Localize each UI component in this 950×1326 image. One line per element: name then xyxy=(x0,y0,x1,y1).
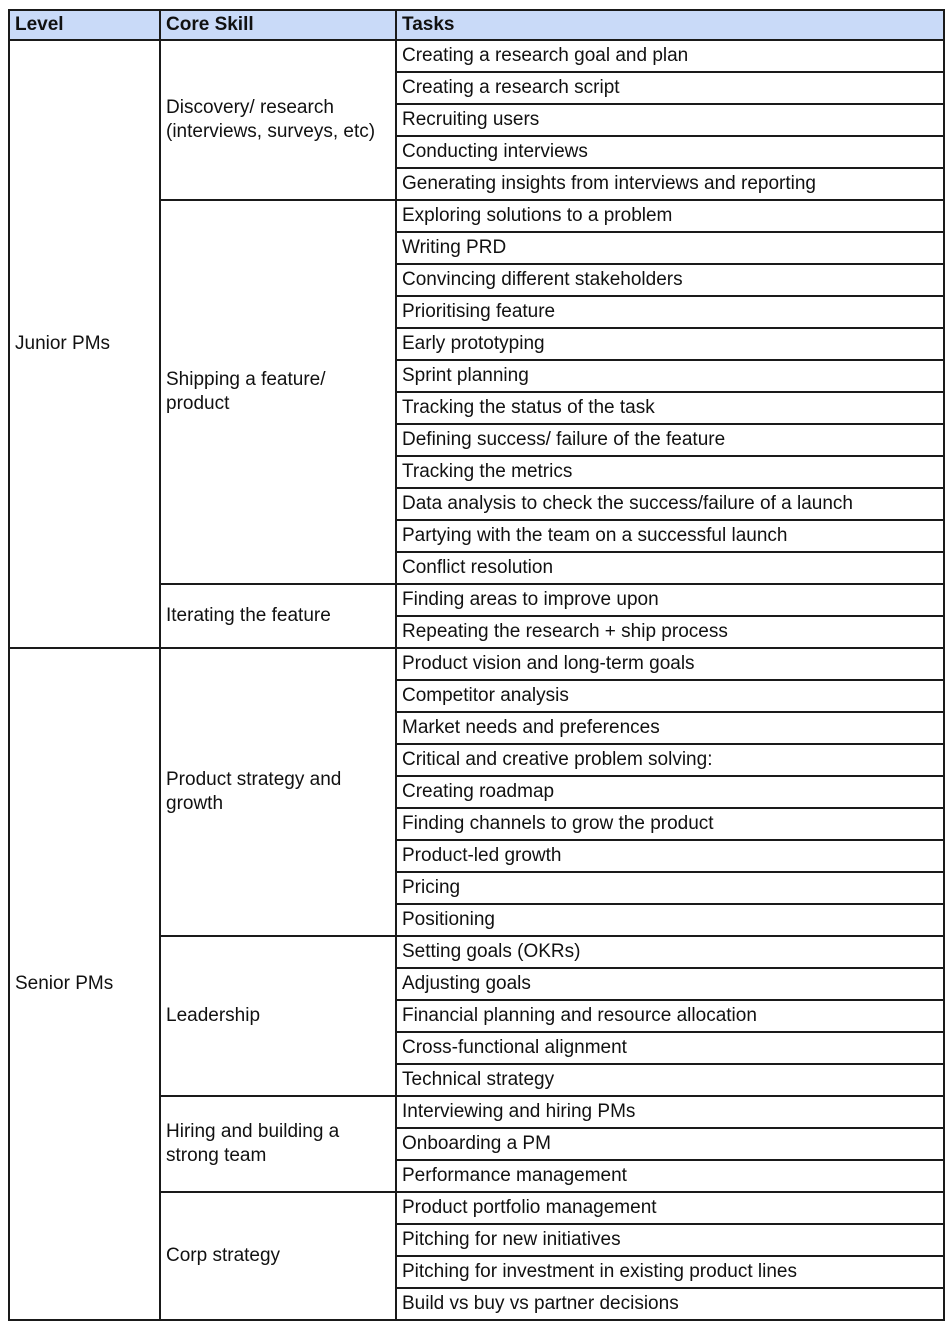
task-cell: Finding channels to grow the product xyxy=(396,808,944,840)
table-row xyxy=(9,648,944,680)
task-cell: Market needs and preferences xyxy=(396,712,944,744)
task-cell: Finding areas to improve upon xyxy=(396,584,944,616)
level-cell: Junior PMs xyxy=(9,40,160,648)
task-cell: Convincing different stakeholders xyxy=(396,264,944,296)
task-cell: Critical and creative problem solving: xyxy=(396,744,944,776)
task-cell: Adjusting goals xyxy=(396,968,944,1000)
task-cell: Pitching for new initiatives xyxy=(396,1224,944,1256)
task-cell: Repeating the research + ship process xyxy=(396,616,944,648)
table-header xyxy=(9,10,944,40)
core-skill-cell: Discovery/ research (interviews, surveys, etc) xyxy=(160,40,396,200)
task-cell: Sprint planning xyxy=(396,360,944,392)
task-cell: Interviewing and hiring PMs xyxy=(396,1096,944,1128)
task-cell: Performance management xyxy=(396,1160,944,1192)
table-body xyxy=(9,40,944,1320)
task-cell: Partying with the team on a successful launch xyxy=(396,520,944,552)
task-cell: Product vision and long-term goals xyxy=(396,648,944,680)
task-cell: Technical strategy xyxy=(396,1064,944,1096)
task-cell: Product portfolio management xyxy=(396,1192,944,1224)
task-cell: Defining success/ failure of the feature xyxy=(396,424,944,456)
task-cell: Cross-functional alignment xyxy=(396,1032,944,1064)
core-skill-cell: Product strategy and growth xyxy=(160,648,396,936)
task-cell: Conducting interviews xyxy=(396,136,944,168)
core-skill-cell: Iterating the feature xyxy=(160,584,396,648)
task-cell: Pitching for investment in existing product lines xyxy=(396,1256,944,1288)
core-skill-cell: Hiring and building a strong team xyxy=(160,1096,396,1192)
task-cell: Writing PRD xyxy=(396,232,944,264)
task-cell: Data analysis to check the success/failure of a launch xyxy=(396,488,944,520)
header-row xyxy=(9,10,944,40)
level-cell: Senior PMs xyxy=(9,648,160,1320)
task-cell: Onboarding a PM xyxy=(396,1128,944,1160)
task-cell: Generating insights from interviews and reporting xyxy=(396,168,944,200)
task-cell: Creating a research goal and plan xyxy=(396,40,944,72)
task-cell: Product-led growth xyxy=(396,840,944,872)
task-cell: Recruiting users xyxy=(396,104,944,136)
task-cell: Financial planning and resource allocation xyxy=(396,1000,944,1032)
table-row xyxy=(9,40,944,72)
task-cell: Prioritising feature xyxy=(396,296,944,328)
core-skill-cell: Corp strategy xyxy=(160,1192,396,1320)
header-level: Level xyxy=(9,10,160,40)
task-cell: Exploring solutions to a problem xyxy=(396,200,944,232)
pm-skills-table xyxy=(8,9,945,1321)
task-cell: Tracking the status of the task xyxy=(396,392,944,424)
task-cell: Positioning xyxy=(396,904,944,936)
task-cell: Pricing xyxy=(396,872,944,904)
core-skill-cell: Leadership xyxy=(160,936,396,1096)
task-cell: Setting goals (OKRs) xyxy=(396,936,944,968)
core-skill-cell: Shipping a feature/ product xyxy=(160,200,396,584)
task-cell: Build vs buy vs partner decisions xyxy=(396,1288,944,1320)
task-cell: Early prototyping xyxy=(396,328,944,360)
header-tasks: Tasks xyxy=(396,10,944,40)
task-cell: Creating a research script xyxy=(396,72,944,104)
task-cell: Tracking the metrics xyxy=(396,456,944,488)
header-core-skill: Core Skill xyxy=(160,10,396,40)
task-cell: Creating roadmap xyxy=(396,776,944,808)
task-cell: Conflict resolution xyxy=(396,552,944,584)
task-cell: Competitor analysis xyxy=(396,680,944,712)
